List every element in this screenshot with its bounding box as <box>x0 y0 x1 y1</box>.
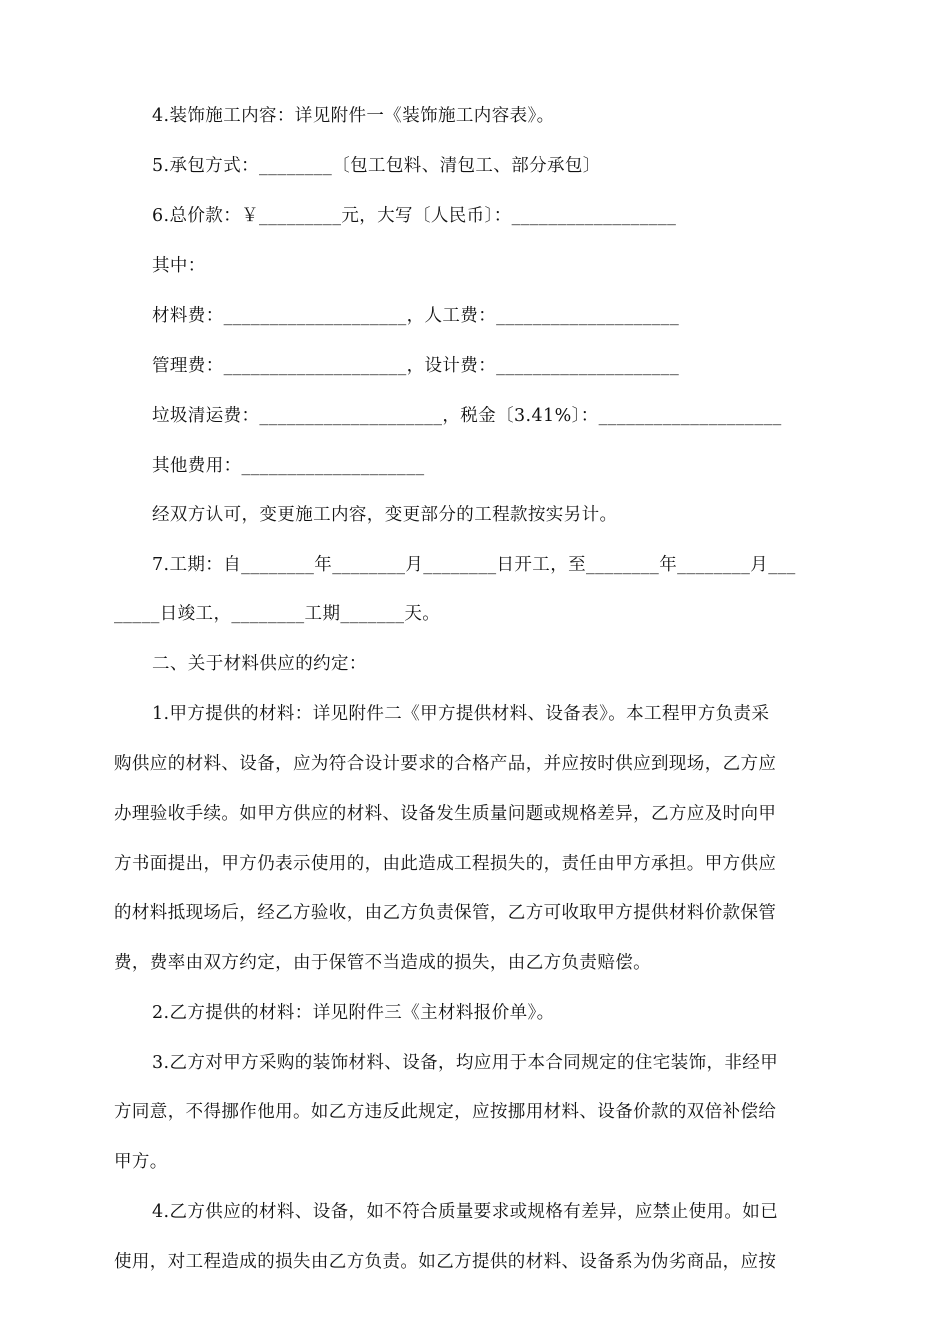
section-2-heading: 二、关于材料供应的约定： <box>152 654 367 674</box>
management-design-fee-line: 管理费：____________________，设计费：____________________ <box>152 356 680 376</box>
other-fee-line: 其他费用：____________________ <box>152 456 425 476</box>
material-clause-4-line-2: 使用，对工程造成的损失由乙方负责。如乙方提供的材料、设备系为伪劣商品，应按 <box>114 1252 777 1272</box>
clause-7-schedule-line-2: _____日竣工，________工期_______天。 <box>114 604 441 624</box>
material-labor-fee-line: 材料费：____________________，人工费：____________________ <box>152 306 680 326</box>
material-clause-1-line-1: 1.甲方提供的材料：详见附件二《甲方提供材料、设备表》。本工程甲方负责采 <box>152 704 770 724</box>
material-clause-1-line-6: 费，费率由双方约定，由于保管不当造成的损失，由乙方负责赔偿。 <box>114 953 651 973</box>
material-clause-4-line-1: 4.乙方供应的材料、设备，如不符合质量要求或规格有差异，应禁止使用。如已 <box>152 1202 779 1222</box>
clause-7-schedule-line-1: 7.工期：自________年________月________日开工，至________年________月___ <box>152 555 796 575</box>
among-which-label: 其中： <box>152 256 206 276</box>
material-clause-1-line-3: 办理验收手续。如甲方供应的材料、设备发生质量问题或规格差异，乙方应及时向甲 <box>114 804 777 824</box>
material-clause-2: 2.乙方提供的材料：详见附件三《主材料报价单》。 <box>152 1003 555 1023</box>
material-clause-1-line-2: 购供应的材料、设备，应为符合设计要求的合格产品，并应按时供应到现场，乙方应 <box>114 754 777 774</box>
material-clause-1-line-4: 方书面提出，甲方仍表示使用的，由此造成工程损失的，责任由甲方承担。甲方供应 <box>114 854 777 874</box>
material-clause-3-line-3: 甲方。 <box>114 1152 168 1172</box>
material-clause-3-line-1: 3.乙方对甲方采购的装饰材料、设备，均应用于本合同规定的住宅装饰，非经甲 <box>152 1053 779 1073</box>
material-clause-1-line-5: 的材料抵现场后，经乙方验收，由乙方负责保管，乙方可收取甲方提供材料价款保管 <box>114 903 777 923</box>
clause-4-decoration-content: 4.装饰施工内容：详见附件一《装饰施工内容表》。 <box>152 106 555 126</box>
garbage-tax-fee-line: 垃圾清运费：____________________，税金〔3.41%〕：____________________ <box>152 406 782 426</box>
change-agreement-line: 经双方认可，变更施工内容，变更部分的工程款按实另计。 <box>152 505 618 525</box>
clause-5-contract-mode: 5.承包方式：________〔包工包料、清包工、部分承包〕 <box>152 156 601 176</box>
clause-6-total-price: 6.总价款：￥_________元，大写〔人民币〕：__________________ <box>152 206 677 226</box>
material-clause-3-line-2: 方同意，不得挪作他用。如乙方违反此规定，应按挪用材料、设备价款的双倍补偿给 <box>114 1102 777 1122</box>
